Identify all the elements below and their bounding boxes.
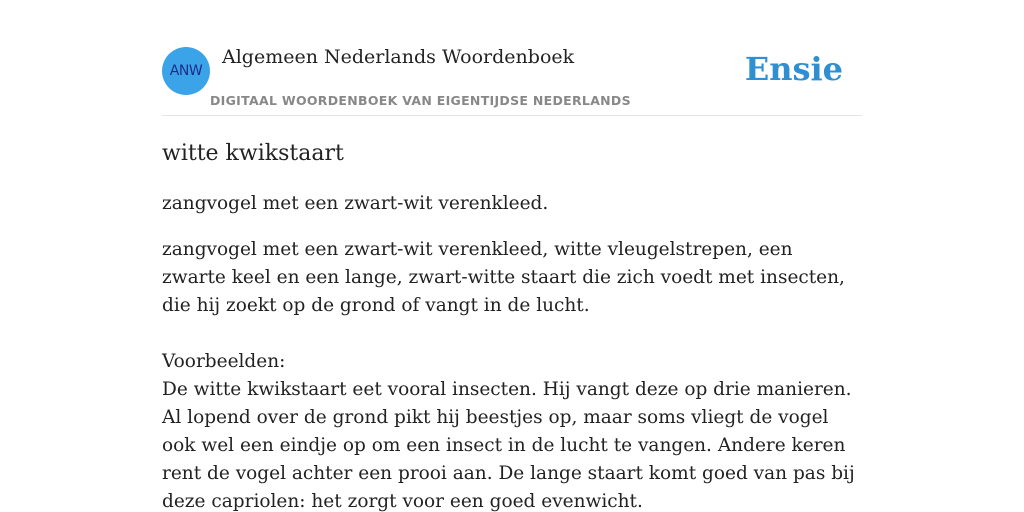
- anw-logo[interactable]: [162, 47, 210, 95]
- examples-label: Voorbeelden:: [162, 351, 286, 372]
- ensie-brand-link[interactable]: Ensie: [744, 50, 843, 88]
- site-title-link[interactable]: Algemeen Nederlands Woordenboek: [222, 46, 575, 68]
- site-subtitle: DIGITAAL WOORDENBOEK VAN EIGENTIJDSE NEDERLANDS: [210, 93, 631, 108]
- example-text: De witte kwikstaart eet vooral insecten. Hij vangt deze op drie manieren. Al lopend over de grond pikt hij beestjes op, maar soms vliegt de vogel ook wel een eindje op om een insect in de lucht te vangen. Andere keren rent de vogel achter een prooi aan. De lange staart komt goed van pas bij deze capriolen: het zorgt voor een goed evenwicht.: [162, 379, 855, 512]
- entry-term: witte kwikstaart: [162, 141, 344, 166]
- entry-content: [162, 138, 862, 512]
- long-definition: zangvogel met een zwart-wit verenkleed, witte vleugelstrepen, een zwarte keel en een lange, zwart-witte staart die zich voedt met insecten, die hij zoekt op de grond of vangt in de lucht.: [162, 239, 845, 316]
- logo-text: ANW: [169, 63, 203, 79]
- site-header: [162, 44, 862, 116]
- short-definition: zangvogel met een zwart-wit verenkleed.: [162, 193, 549, 214]
